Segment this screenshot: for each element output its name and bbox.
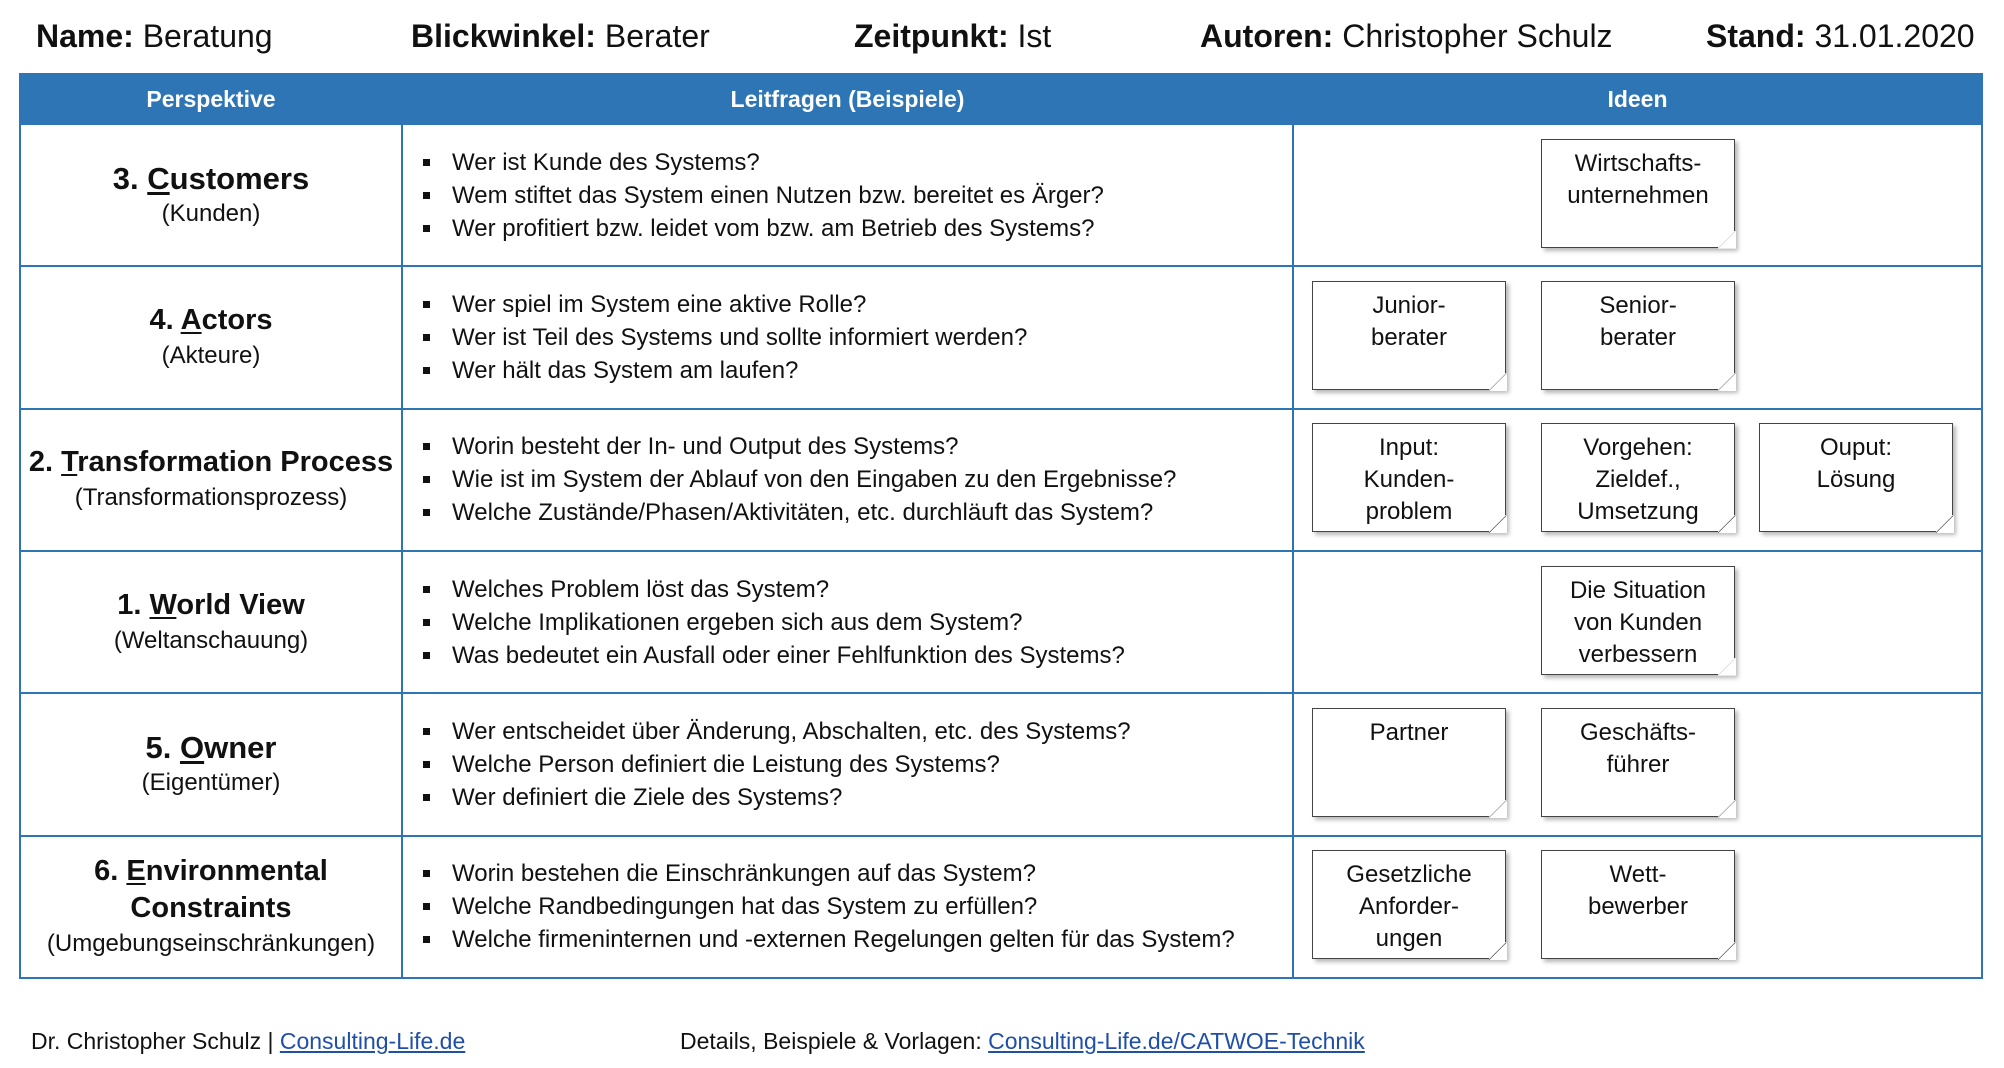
perspective-title [21, 160, 401, 197]
footer-author-text: Dr. Christopher Schulz | [31, 1028, 280, 1054]
perspective-cell [20, 836, 402, 978]
perspective-subtitle: (Umgebungseinschränkungen) [46, 929, 376, 957]
perspective-initial: T [61, 446, 78, 479]
idea-sticky-note [1541, 566, 1735, 675]
question-item: Worin bestehen die Einschränkungen auf das System? [423, 857, 1292, 890]
table-row [20, 124, 1982, 266]
footer-author [31, 1028, 465, 1055]
question-item: Was bedeutet ein Ausfall oder einer Fehlfunktion des Systems? [423, 639, 1292, 672]
question-item: Worin besteht der In- und Output des Systems? [423, 430, 1292, 463]
perspective-cell [20, 551, 402, 693]
idea-sticky-note [1541, 423, 1735, 532]
idea-sticky-note [1312, 708, 1506, 817]
questions-cell [402, 836, 1293, 978]
column-header-questions: Leitfragen (Beispiele) [402, 74, 1293, 124]
viewpoint-value: Berater [604, 18, 710, 54]
name-label: Name: [36, 18, 134, 54]
ideas-cell [1293, 836, 1982, 978]
perspective-number: 6. [94, 854, 127, 887]
time-label: Zeitpunkt: [854, 18, 1009, 54]
question-item: Wem stiftet das System einen Nutzen bzw. bereitet es Ärger? [423, 179, 1292, 212]
question-item: Wer entscheidet über Änderung, Abschalten, etc. des Systems? [423, 715, 1292, 748]
idea-text: Junior- berater [1370, 291, 1448, 351]
ideas-cell [1293, 266, 1982, 408]
note-corner-fold-icon [1489, 800, 1507, 818]
ideas-cell [1293, 693, 1982, 835]
note-corner-fold-icon [1718, 515, 1736, 533]
note-corner-fold-icon [1718, 231, 1736, 249]
stand-value: 31.01.2020 [1814, 18, 1975, 54]
question-list [403, 857, 1292, 956]
footer-details-text: Details, Beispiele & Vorlagen: [680, 1028, 989, 1054]
questions-cell [402, 124, 1293, 266]
question-item: Wer ist Kunde des Systems? [423, 146, 1292, 179]
perspective-cell [20, 409, 402, 551]
perspective-title [21, 853, 401, 890]
question-item: Welche firmeninternen und -externen Regelungen gelten für das System? [423, 923, 1292, 956]
header-authors [1200, 18, 1613, 55]
idea-sticky-note [1541, 139, 1735, 248]
header-name [36, 18, 273, 55]
perspective-initial: W [149, 588, 177, 621]
question-list [403, 146, 1292, 245]
idea-text: Vorgehen: Zieldef., Umsetzung [1577, 434, 1699, 526]
perspective-subtitle: (Weltanschauung) [113, 626, 309, 654]
question-item: Wer ist Teil des Systems und sollte informiert werden? [423, 321, 1292, 354]
perspective-title-line2: Constraints [130, 891, 292, 924]
idea-sticky-note [1312, 281, 1506, 390]
perspective-title [21, 302, 401, 339]
question-list [403, 715, 1292, 814]
perspective-title-rest: orld View [176, 588, 305, 621]
perspective-title-rest: nvironmental [145, 854, 328, 887]
idea-text: Geschäfts- führer [1579, 718, 1697, 778]
perspective-title [21, 444, 401, 481]
catwoe-table [19, 73, 1983, 979]
questions-cell [402, 551, 1293, 693]
header-time [854, 18, 1051, 55]
table-header-row [20, 74, 1982, 124]
idea-sticky-note [1541, 850, 1735, 959]
note-corner-fold-icon [1936, 515, 1954, 533]
perspective-cell [20, 124, 402, 266]
table-row [20, 693, 1982, 835]
perspective-initial: C [147, 160, 170, 196]
column-header-perspective: Perspektive [20, 74, 402, 124]
question-item: Wer profitiert bzw. leidet vom bzw. am Betrieb des Systems? [423, 212, 1292, 245]
idea-text: Input: Kunden- problem [1363, 434, 1455, 526]
footer-author-link[interactable]: Consulting-Life.de [279, 1028, 466, 1054]
question-item: Welche Person definiert die Leistung des Systems? [423, 748, 1292, 781]
authors-value: Christopher Schulz [1342, 18, 1613, 54]
questions-cell [402, 409, 1293, 551]
perspective-subtitle: (Eigentümer) [141, 768, 281, 796]
header-viewpoint [411, 18, 710, 55]
footer-details [680, 1028, 1365, 1055]
idea-sticky-note [1312, 423, 1506, 532]
questions-cell [402, 266, 1293, 408]
idea-sticky-note [1312, 850, 1506, 959]
question-item: Wer hält das System am laufen? [423, 354, 1292, 387]
perspective-cell [20, 693, 402, 835]
question-item: Welche Zustände/Phasen/Aktivitäten, etc. durchläuft das System? [423, 496, 1292, 529]
note-corner-fold-icon [1489, 942, 1507, 960]
time-value: Ist [1017, 18, 1052, 54]
idea-sticky-note [1759, 423, 1953, 532]
perspective-number: 1. [117, 588, 150, 621]
ideas-cell [1293, 124, 1982, 266]
perspective-title-rest: ctors [201, 303, 273, 336]
idea-text: Wirtschafts- unternehmen [1567, 149, 1709, 209]
note-corner-fold-icon [1718, 658, 1736, 676]
question-item: Welche Randbedingungen hat das System zu erfüllen? [423, 890, 1292, 923]
table-row [20, 836, 1982, 978]
perspective-title-rest: ustomers [169, 160, 310, 196]
idea-text: Ouput: Lösung [1816, 434, 1896, 494]
column-header-ideas: Ideen [1293, 74, 1982, 124]
perspective-number: 3. [112, 160, 148, 196]
table-row [20, 551, 1982, 693]
idea-text: Die Situation von Kunden verbessern [1569, 576, 1707, 668]
perspective-cell [20, 266, 402, 408]
note-corner-fold-icon [1718, 942, 1736, 960]
perspective-initial: A [180, 303, 202, 336]
perspective-subtitle: (Transformationsprozess) [74, 484, 348, 512]
question-list [403, 288, 1292, 387]
question-item: Wer spiel im System eine aktive Rolle? [423, 288, 1292, 321]
perspective-subtitle: (Kunden) [161, 199, 261, 227]
question-item: Wie ist im System der Ablauf von den Eingaben zu den Ergebnisse? [423, 463, 1292, 496]
perspective-subtitle: (Akteure) [161, 341, 261, 369]
perspective-title-rest: ransformation Process [77, 446, 394, 479]
perspective-number: 4. [149, 303, 181, 336]
table-row [20, 266, 1982, 408]
question-list [403, 430, 1292, 529]
note-corner-fold-icon [1489, 515, 1507, 533]
idea-text: Partner [1369, 718, 1449, 746]
perspective-initial: O [179, 729, 205, 765]
perspective-title [21, 729, 401, 766]
note-corner-fold-icon [1489, 373, 1507, 391]
note-corner-fold-icon [1718, 373, 1736, 391]
header-bar [36, 14, 1986, 64]
question-item: Welche Implikationen ergeben sich aus dem System? [423, 606, 1292, 639]
header-stand [1706, 18, 1975, 55]
question-item: Wer definiert die Ziele des Systems? [423, 781, 1292, 814]
authors-label: Autoren: [1200, 18, 1334, 54]
footer-details-link[interactable]: Consulting-Life.de/CATWOE-Technik [988, 1028, 1365, 1054]
idea-text: Senior- berater [1599, 291, 1677, 351]
question-item: Welches Problem löst das System? [423, 573, 1292, 606]
question-list [403, 573, 1292, 672]
table-row [20, 409, 1982, 551]
perspective-initial: E [126, 854, 146, 887]
perspective-title [21, 587, 401, 624]
viewpoint-label: Blickwinkel: [411, 18, 596, 54]
idea-sticky-note [1541, 708, 1735, 817]
perspective-number: 2. [28, 446, 62, 479]
name-value: Beratung [142, 18, 273, 54]
idea-text: Gesetzliche Anforder- ungen [1346, 861, 1472, 953]
ideas-cell [1293, 551, 1982, 693]
perspective-title-rest: wner [204, 729, 277, 765]
idea-sticky-note [1541, 281, 1735, 390]
idea-text: Wett- bewerber [1587, 861, 1689, 921]
stand-label: Stand: [1706, 18, 1806, 54]
note-corner-fold-icon [1718, 800, 1736, 818]
questions-cell [402, 693, 1293, 835]
perspective-number: 5. [145, 729, 180, 765]
ideas-cell [1293, 409, 1982, 551]
